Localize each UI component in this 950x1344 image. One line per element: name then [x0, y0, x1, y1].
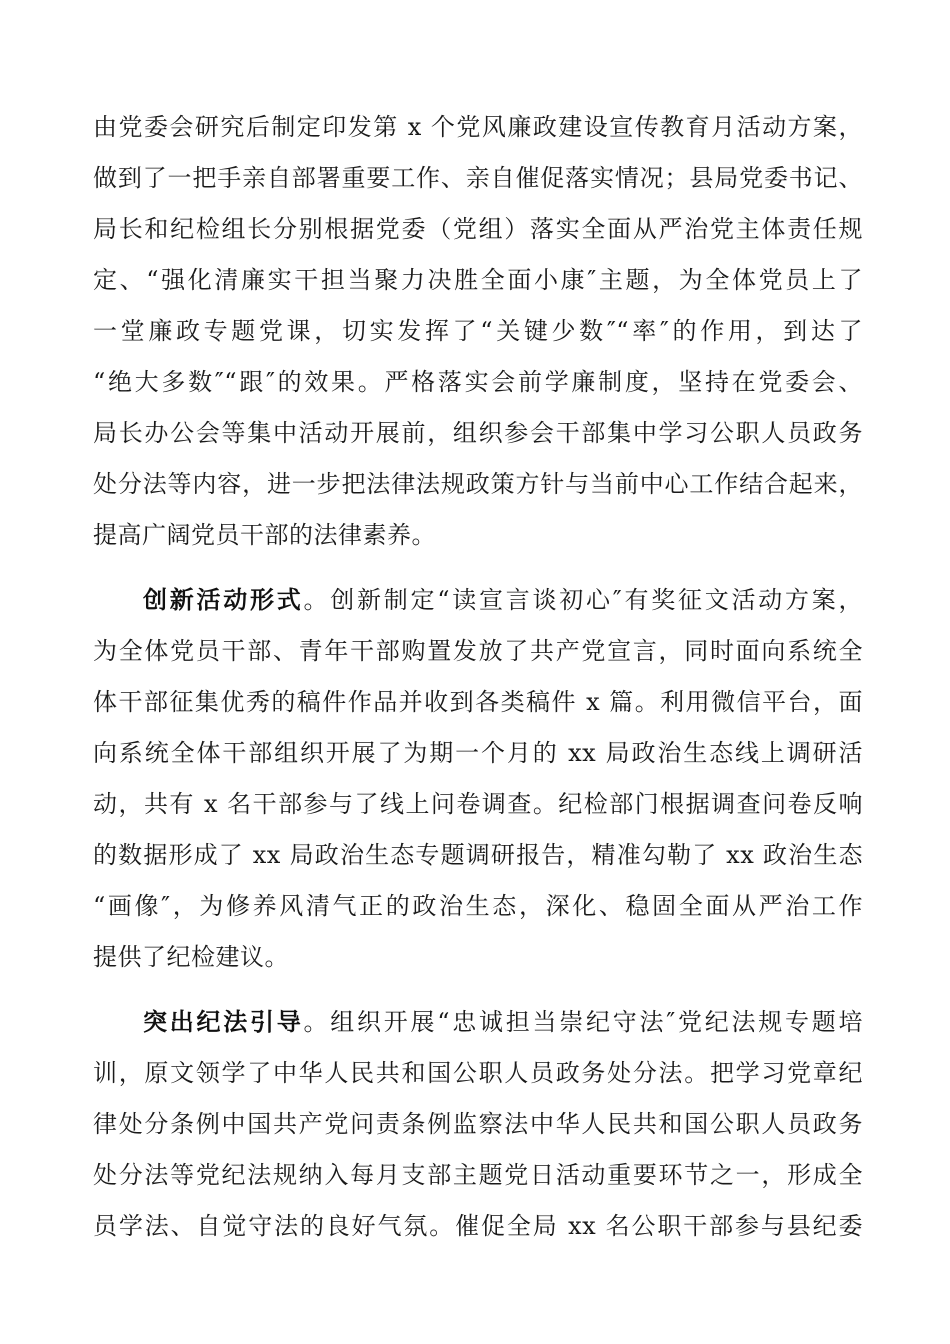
paragraph-heading: 创新活动形式	[143, 586, 304, 614]
text-run: 。组织开展“忠诚担当崇纪守法″党纪法规专题培	[303, 1008, 864, 1036]
text-line: “绝大多数″“跟″的效果。严格落实会前学廉制度，坚持在党委会、	[93, 368, 863, 396]
text-line-first	[93, 997, 863, 1048]
text-line: 处分法等党纪法规纳入每月支部主题党日活动重要环节之一，形成全	[93, 1161, 863, 1189]
paragraph-heading: 突出纪法引导	[143, 1008, 304, 1036]
paragraph-2	[93, 575, 863, 983]
text-line: “画像″，为修养风清气正的政治生态，深化、稳固全面从严治工作	[93, 892, 863, 920]
text-line: 处分法等内容，进一步把法律法规政策方针与当前中心工作结合起来，	[93, 470, 863, 498]
text-line: 向系统全体干部组织开展了为期一个月的 xx 局政治生态线上调研活	[93, 739, 863, 767]
text-line: 的数据形成了 xx 局政治生态专题调研报告，精准勾勒了 xx 政治生态	[93, 841, 863, 869]
text-line: 局长和纪检组长分别根据党委（党组）落实全面从严治党主体责任规	[93, 215, 863, 243]
paragraph-1	[93, 102, 863, 561]
text-line: 提高广阔党员干部的法律素养。	[93, 521, 436, 549]
text-line-first	[93, 575, 863, 626]
text-run: 。创新制定“读宣言谈初心″有奖征文活动方案，	[303, 586, 864, 614]
text-line: 由党委会研究后制定印发第 x 个党风廉政建设宣传教育月活动方案，	[93, 113, 863, 141]
text-line: 动，共有 x 名干部参与了线上问卷调查。纪检部门根据调查问卷反响	[93, 790, 863, 818]
document-page	[93, 102, 863, 1266]
text-line: 提供了纪检建议。	[93, 943, 289, 971]
text-line: 律处分条例中国共产党问责条例监察法中华人民共和国公职人员政务	[93, 1110, 863, 1138]
text-line: 一堂廉政专题党课，切实发挥了“关键少数″“率″的作用，到达了	[93, 317, 863, 345]
text-line: 局长办公会等集中活动开展前，组织参会干部集中学习公职人员政务	[93, 419, 863, 447]
text-line: 定、“强化清廉实干担当聚力决胜全面小康″主题，为全体党员上了	[93, 266, 863, 294]
text-line: 为全体党员干部、青年干部购置发放了共产党宣言，同时面向系统全	[93, 637, 863, 665]
paragraph-3	[93, 997, 863, 1252]
text-line: 员学法、自觉守法的良好气氛。催促全局 xx 名公职干部参与县纪委	[93, 1212, 863, 1240]
text-line: 做到了一把手亲自部署重要工作、亲自催促落实情况；县局党委书记、	[93, 164, 863, 192]
text-line: 体干部征集优秀的稿件作品并收到各类稿件 x 篇。利用微信平台，面	[93, 688, 863, 716]
text-line: 训，原文领学了中华人民共和国公职人员政务处分法。把学习党章纪	[93, 1059, 863, 1087]
